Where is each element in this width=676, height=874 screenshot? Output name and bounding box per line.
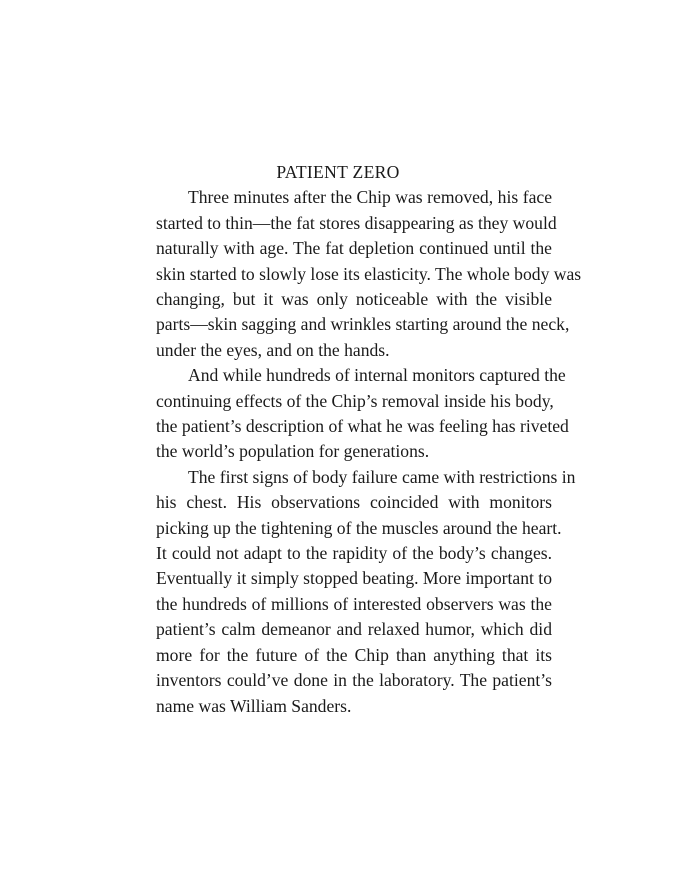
text-line: Three minutes after the Chip was removed, his face bbox=[188, 187, 552, 208]
text-line: name was William Sanders. bbox=[156, 695, 352, 716]
text-line: picking up the tightening of the muscles around the heart. bbox=[156, 517, 562, 538]
text-line: patient’s calm demeanor and relaxed humor, which did bbox=[156, 619, 552, 640]
text-line: the world’s population for generations. bbox=[156, 441, 430, 462]
text-line: his chest. His observations coincided with monitors bbox=[156, 492, 552, 513]
text-line: It could not adapt to the rapidity of the body’s changes. bbox=[156, 543, 552, 564]
page-text bbox=[124, 160, 582, 719]
chapter-title: PATIENT ZERO bbox=[276, 162, 400, 182]
text-line: continuing effects of the Chip’s removal inside his body, bbox=[156, 390, 554, 411]
text-line: naturally with age. The fat depletion continued until the bbox=[156, 238, 552, 259]
text-line: the hundreds of millions of interested observers was the bbox=[156, 593, 552, 614]
text-line: started to thin—the fat stores disappearing as they would bbox=[156, 212, 557, 233]
text-line: Eventually it simply stopped beating. More important to bbox=[156, 568, 552, 589]
text-line: the patient’s description of what he was feeling has riveted bbox=[156, 416, 569, 437]
text-line: The first signs of body failure came with restrictions in bbox=[188, 466, 576, 487]
text-line: inventors could’ve done in the laboratory. The patient’s bbox=[156, 670, 552, 691]
text-line: changing, but it was only noticeable with the visible bbox=[156, 289, 552, 310]
paragraph-1 bbox=[124, 185, 582, 363]
text-line: parts—skin sagging and wrinkles starting around the neck, bbox=[156, 314, 570, 335]
paragraph-3 bbox=[124, 465, 576, 719]
text-line: skin started to slowly lose its elasticity. The whole body was bbox=[156, 263, 582, 284]
text-line: under the eyes, and on the hands. bbox=[156, 339, 390, 360]
paragraph-2 bbox=[124, 363, 569, 465]
text-line: And while hundreds of internal monitors captured the bbox=[188, 365, 566, 386]
text-line: more for the future of the Chip than anything that its bbox=[156, 644, 552, 665]
